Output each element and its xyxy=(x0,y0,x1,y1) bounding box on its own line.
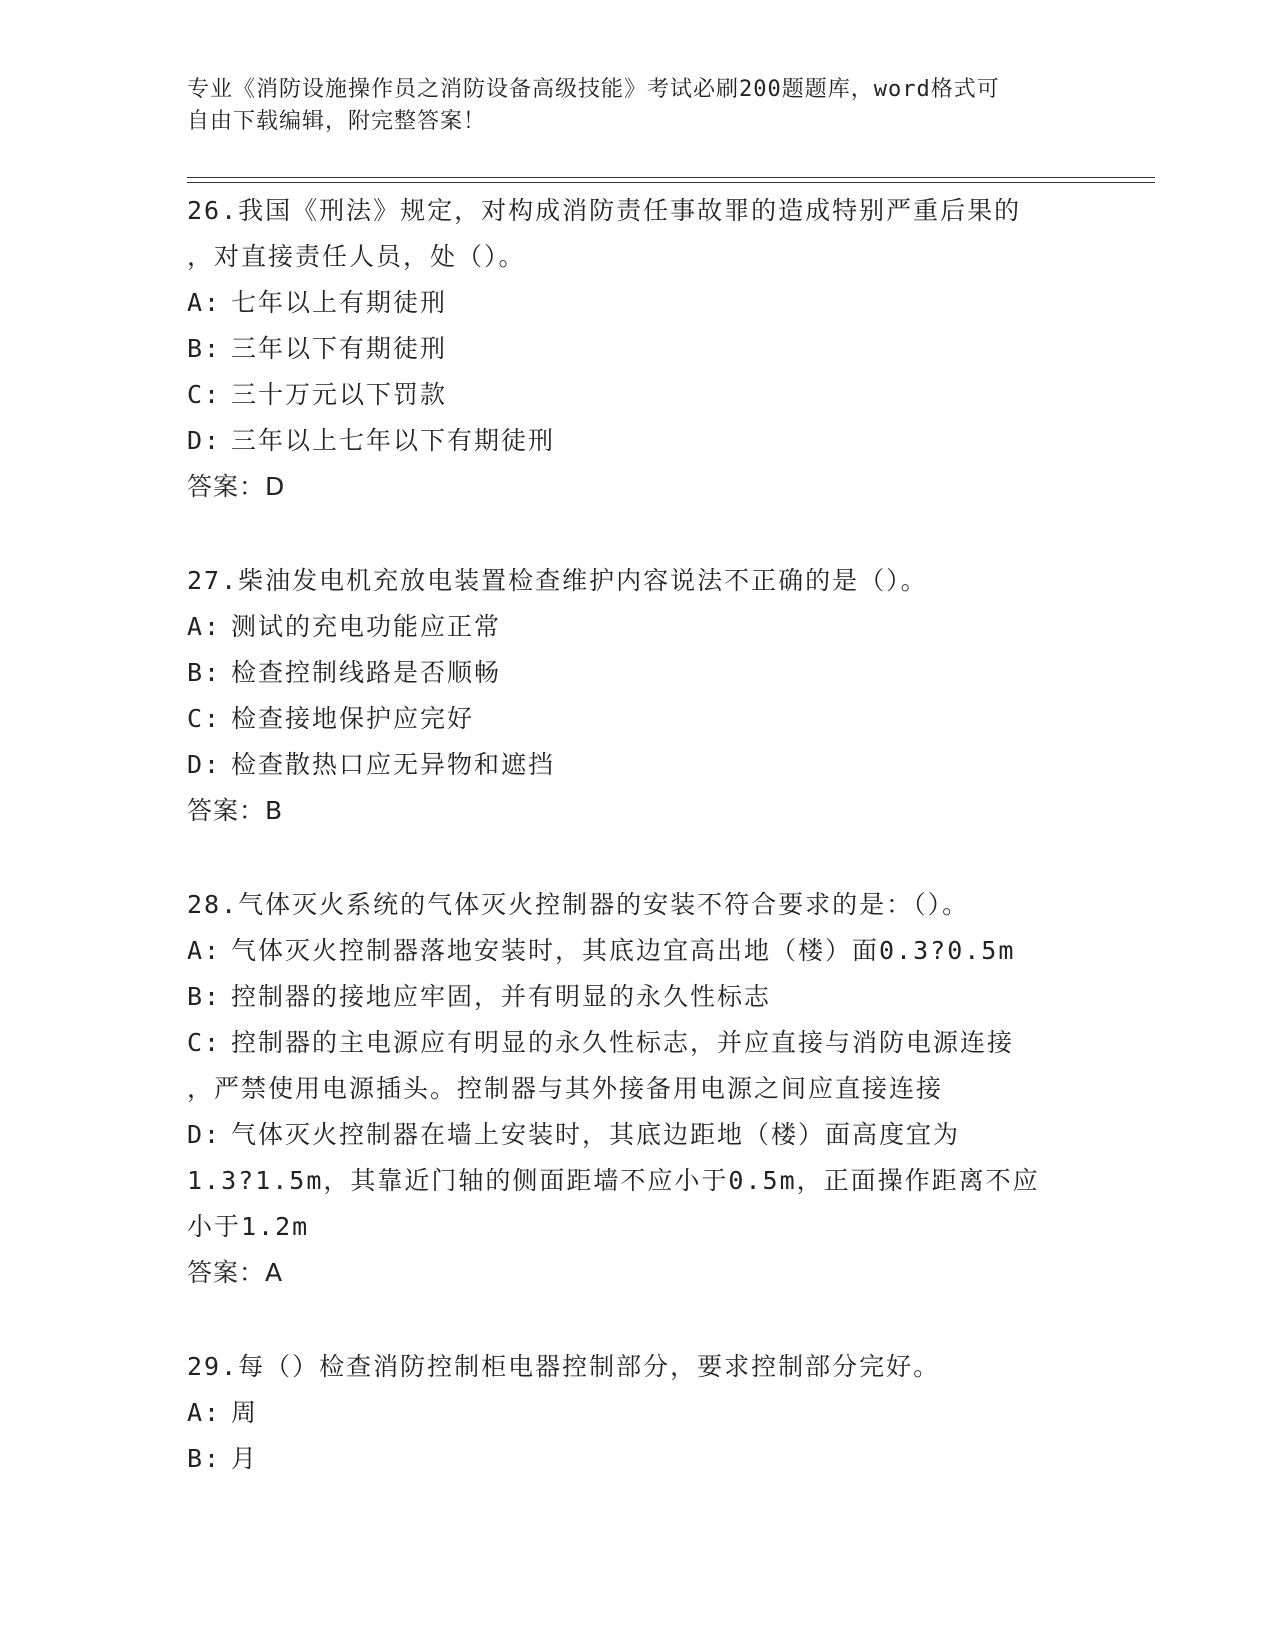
option-key: A: xyxy=(187,612,222,641)
header-divider xyxy=(187,182,1155,183)
option-b xyxy=(187,326,1087,372)
option-key: C: xyxy=(187,1028,222,1057)
option-b xyxy=(187,1436,1087,1482)
question-26 xyxy=(187,188,1087,510)
header-divider xyxy=(187,177,1155,178)
option-key: B: xyxy=(187,658,222,687)
option-d xyxy=(187,742,1087,788)
option-c-continued: ，严禁使用电源插头。控制器与其外接备用电源之间应直接连接 xyxy=(187,1074,944,1103)
option-text: 气体灭火控制器在墙上安装时，其底边距地（楼）面高度宜为 xyxy=(231,1120,961,1149)
option-text: 检查控制线路是否顺畅 xyxy=(231,658,502,687)
option-text: 检查接地保护应完好 xyxy=(231,704,475,733)
option-key: A: xyxy=(187,936,222,965)
option-text: 控制器的接地应牢固，并有明显的永久性标志 xyxy=(231,982,772,1011)
option-b xyxy=(187,650,1087,696)
question-29 xyxy=(187,1344,1087,1482)
option-key: C: xyxy=(187,380,222,409)
question-list xyxy=(187,188,1087,1530)
option-d-continued: 1.3?1.5m，其靠近门轴的侧面距墙不应小于0.5m，正面操作距离不应 xyxy=(187,1166,1040,1195)
option-key: D: xyxy=(187,750,222,779)
option-c xyxy=(187,1020,1087,1066)
question-stem: 27.柴油发电机充放电装置检查维护内容说法不正确的是（）。 xyxy=(187,566,928,595)
option-d xyxy=(187,1112,1087,1158)
option-key: B: xyxy=(187,982,222,1011)
option-a xyxy=(187,280,1087,326)
question-28 xyxy=(187,882,1087,1296)
option-key: A: xyxy=(187,288,222,317)
option-text: 控制器的主电源应有明显的永久性标志，并应直接与消防电源连接 xyxy=(231,1028,1015,1057)
option-text: 月 xyxy=(231,1444,259,1473)
answer-line: 答案：B xyxy=(187,796,284,825)
question-stem: ，对直接责任人员，处（）。 xyxy=(187,242,526,271)
question-stem: 29.每（）检查消防控制柜电器控制部分，要求控制部分完好。 xyxy=(187,1352,941,1381)
question-stem: 28.气体灭火系统的气体灭火控制器的安装不符合要求的是：（）。 xyxy=(187,890,970,919)
question-stem: 26.我国《刑法》规定，对构成消防责任事故罪的造成特别严重后果的 xyxy=(187,196,1022,225)
option-text: 七年以上有期徒刑 xyxy=(231,288,448,317)
option-a xyxy=(187,604,1087,650)
option-c xyxy=(187,696,1087,742)
question-27 xyxy=(187,558,1087,834)
option-text: 测试的充电功能应正常 xyxy=(231,612,502,641)
option-key: D: xyxy=(187,426,222,455)
option-text: 三十万元以下罚款 xyxy=(231,380,448,409)
answer-line: 答案：A xyxy=(187,1258,284,1287)
document-header xyxy=(187,74,1067,138)
option-key: C: xyxy=(187,704,222,733)
option-text: 三年以下有期徒刑 xyxy=(231,334,448,363)
option-text: 周 xyxy=(231,1398,259,1427)
option-key: B: xyxy=(187,334,222,363)
option-d xyxy=(187,418,1087,464)
option-c xyxy=(187,372,1087,418)
option-a xyxy=(187,928,1087,974)
option-key: B: xyxy=(187,1444,222,1473)
option-text: 三年以上七年以下有期徒刑 xyxy=(231,426,556,455)
option-text: 检查散热口应无异物和遮挡 xyxy=(231,750,556,779)
header-line: 专业《消防设施操作员之消防设备高级技能》考试必刷200题题库，word格式可 xyxy=(187,77,1000,102)
option-b xyxy=(187,974,1087,1020)
answer-line: 答案：D xyxy=(187,472,286,501)
option-a xyxy=(187,1390,1087,1436)
header-line: 自由下载编辑，附完整答案！ xyxy=(187,109,487,134)
option-key: D: xyxy=(187,1120,222,1149)
option-key: A: xyxy=(187,1398,222,1427)
option-d-continued: 小于1.2m xyxy=(187,1212,310,1241)
option-text: 气体灭火控制器落地安装时，其底边宜高出地（楼）面0.3?0.5m xyxy=(231,936,1016,965)
